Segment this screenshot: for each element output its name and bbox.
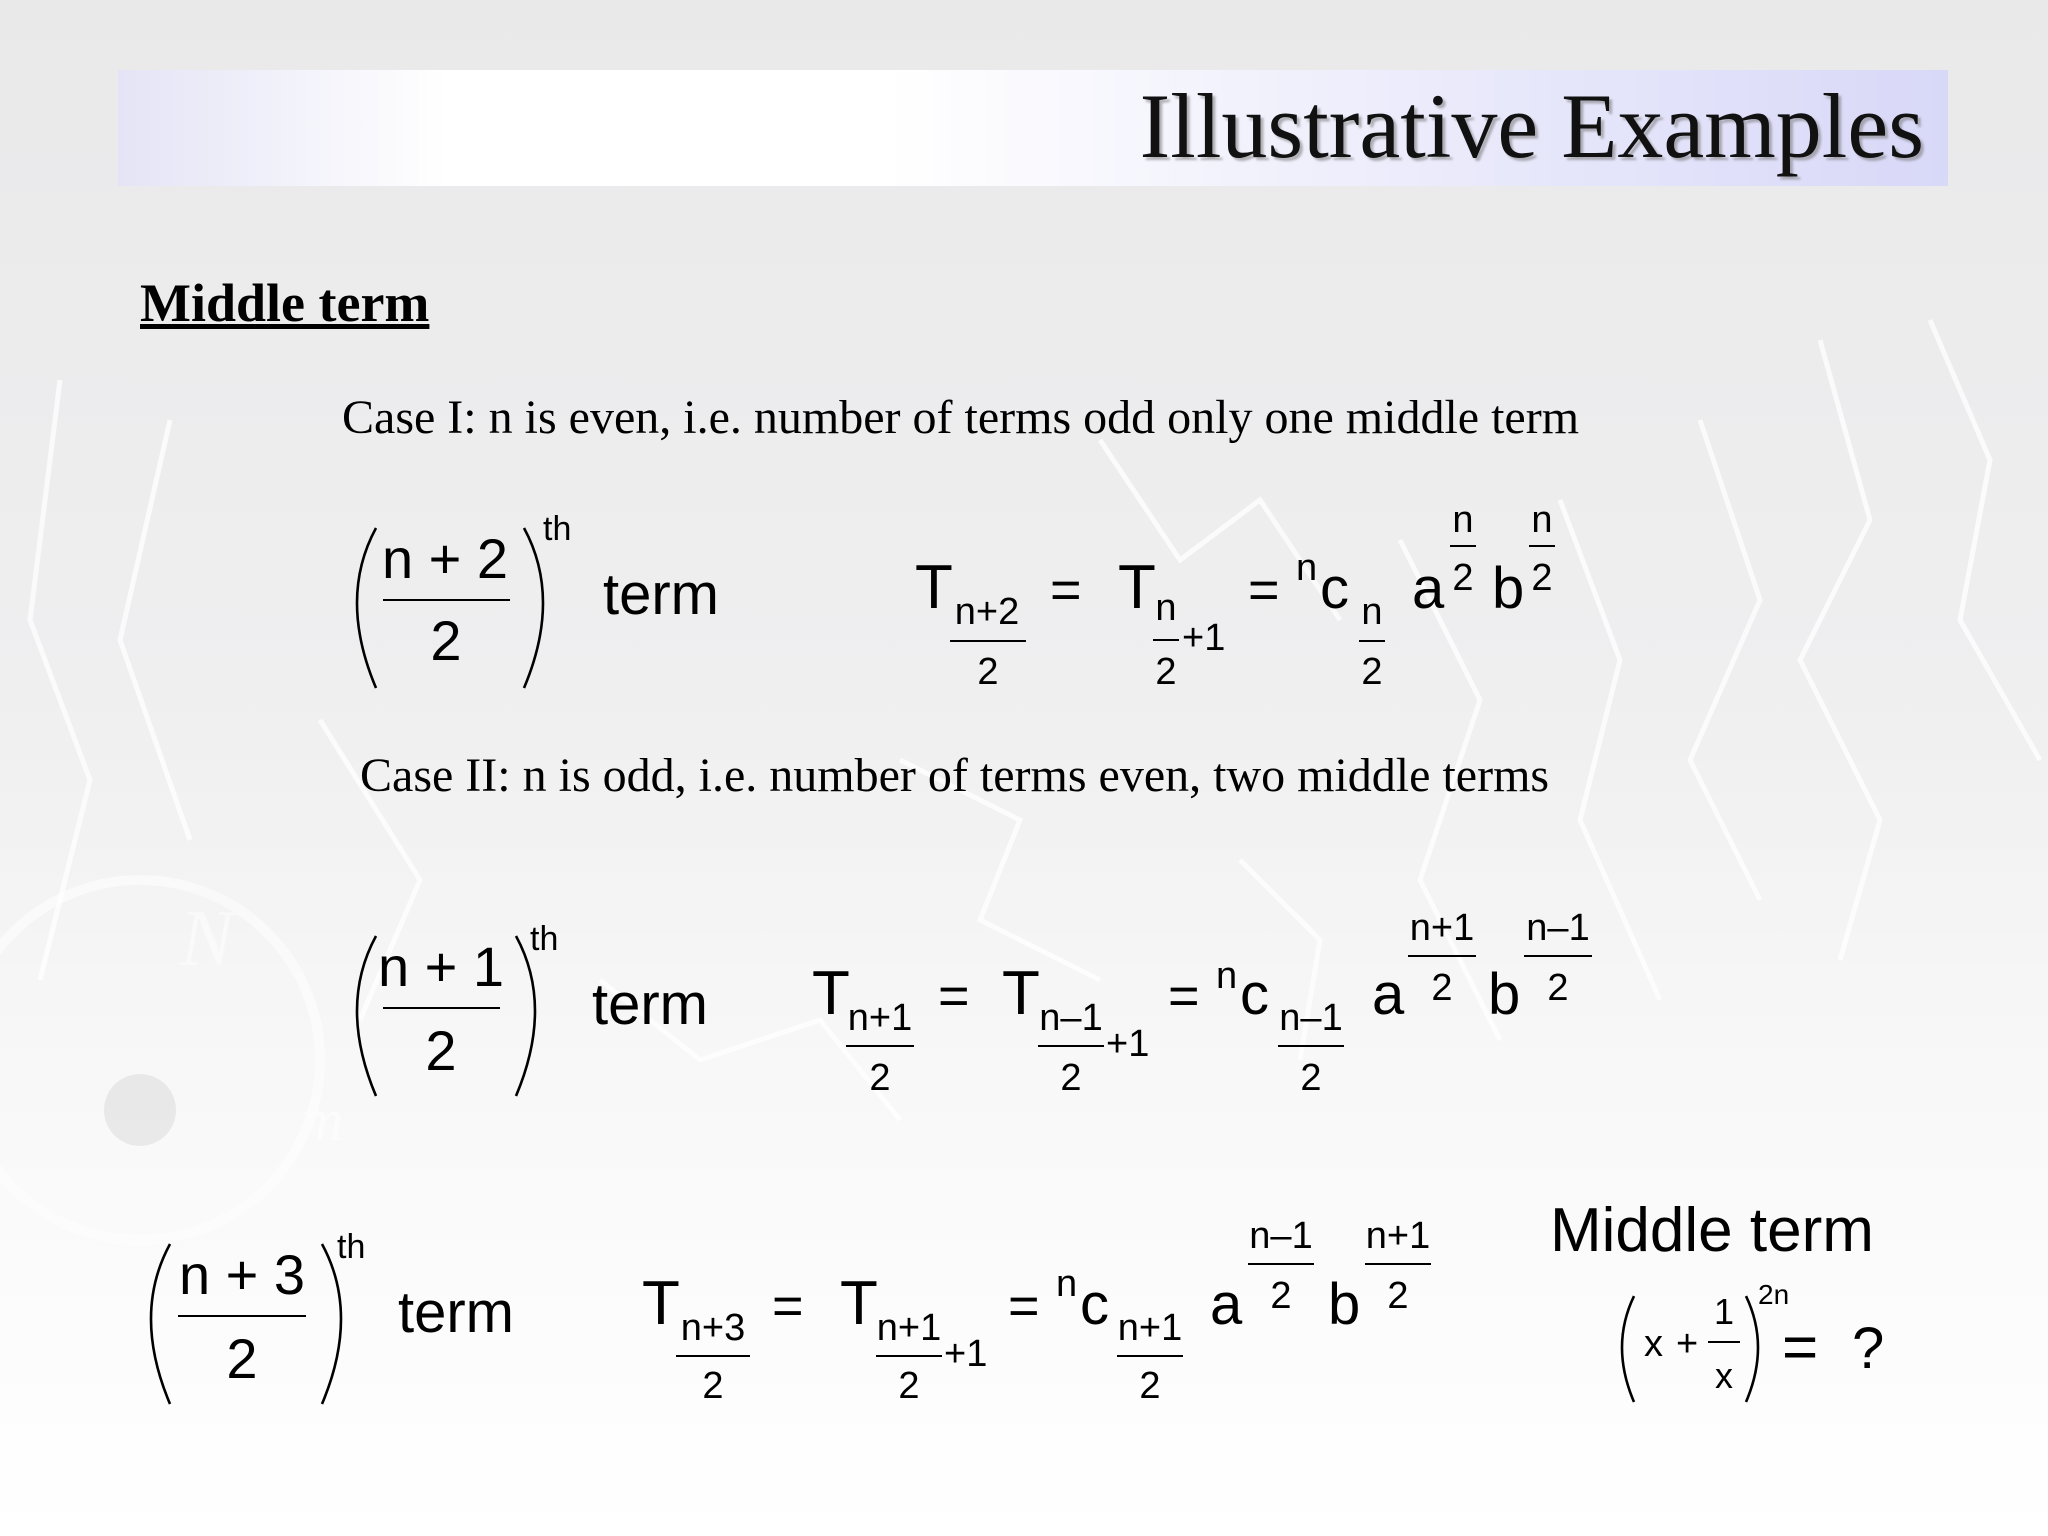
subscript-denominator: 2 — [702, 1365, 724, 1407]
subscript-numerator: n — [1155, 587, 1177, 629]
subscript-denominator: 2 — [869, 1057, 891, 1099]
equals-sign: = — [1248, 560, 1280, 620]
case-1-text: Case I: n is even, i.e. number of terms odd only one middle term — [342, 391, 1580, 444]
formula-1 — [357, 499, 1555, 693]
term-symbol: T — [915, 553, 953, 622]
question-expression — [1622, 1279, 1884, 1402]
exponent-denominator: 2 — [1270, 1275, 1292, 1317]
subscript-denominator: 2 — [898, 1365, 920, 1407]
subscript-numerator: n+2 — [954, 591, 1020, 633]
subscript-numerator: n+1 — [847, 997, 913, 1039]
exponent-numerator: n–1 — [1526, 907, 1590, 949]
equals-sign: = — [938, 966, 970, 1026]
subscript-denominator: 2 — [1139, 1365, 1161, 1407]
fraction-denominator: x — [1715, 1355, 1733, 1396]
question-label: Middle term — [1550, 1196, 1874, 1265]
subscript-numerator: n–1 — [1279, 997, 1343, 1039]
subscript-denominator: 2 — [1155, 651, 1177, 693]
equals-sign: = — [1782, 1313, 1819, 1382]
variable-a: a — [1372, 962, 1405, 1027]
exponent-denominator: 2 — [1547, 967, 1569, 1009]
variable-b: b — [1488, 962, 1521, 1027]
formula-3 — [151, 1215, 1431, 1407]
formula-2 — [357, 907, 1592, 1099]
question-mark: ? — [1852, 1316, 1885, 1381]
term-word: term — [398, 1280, 514, 1345]
combination-superscript: n — [1296, 547, 1318, 589]
subscript-denominator: 2 — [1060, 1057, 1082, 1099]
left-paren — [151, 1244, 170, 1404]
subscript-denominator: 2 — [1300, 1057, 1322, 1099]
right-paren — [1746, 1296, 1758, 1402]
svg-text:N: N — [180, 895, 234, 983]
variable-a: a — [1210, 1272, 1243, 1337]
right-paren — [524, 528, 543, 688]
equals-sign: = — [1008, 1276, 1040, 1336]
variable-b: b — [1492, 556, 1525, 621]
slide-title: Illustrative Examples — [1139, 75, 1924, 177]
subscript-numerator: n+3 — [680, 1307, 746, 1349]
subscript-numerator: n+1 — [1117, 1307, 1183, 1349]
term-symbol: T — [1002, 959, 1040, 1028]
exponent-denominator: 2 — [1531, 557, 1553, 599]
variable-b: b — [1328, 1272, 1361, 1337]
fraction-denominator: 2 — [425, 1019, 457, 1082]
fraction-numerator: 1 — [1713, 1291, 1735, 1332]
ordinal-suffix: th — [543, 510, 572, 548]
variable-x: x — [1644, 1323, 1663, 1365]
subscript-plus-one: +1 — [1182, 617, 1226, 659]
equals-sign: = — [1168, 966, 1200, 1026]
left-paren — [1622, 1296, 1634, 1402]
exponent-numerator: n — [1452, 499, 1474, 541]
exponent-denominator: 2 — [1452, 557, 1474, 599]
ordinal-suffix: th — [337, 1228, 366, 1266]
exponent-numerator: n–1 — [1249, 1215, 1313, 1257]
subscript-plus-one: +1 — [1106, 1023, 1150, 1065]
exponent-numerator: n — [1531, 499, 1553, 541]
variable-a: a — [1412, 556, 1445, 621]
right-paren — [516, 936, 535, 1096]
left-paren — [357, 528, 376, 688]
right-paren — [322, 1244, 341, 1404]
combination-symbol: c — [1240, 962, 1269, 1027]
fraction-numerator: n + 2 — [381, 527, 509, 590]
term-symbol: T — [840, 1269, 878, 1338]
combination-superscript: n — [1216, 955, 1238, 997]
svg-text:m: m — [300, 1087, 344, 1153]
fraction-denominator: 2 — [430, 609, 462, 672]
exponent-denominator: 2 — [1431, 967, 1453, 1009]
subscript-numerator: n — [1361, 591, 1383, 633]
combination-symbol: c — [1080, 1272, 1109, 1337]
subscript-denominator: 2 — [977, 651, 999, 693]
term-symbol: T — [812, 959, 850, 1028]
ordinal-suffix: th — [530, 920, 559, 958]
subscript-numerator: n–1 — [1039, 997, 1103, 1039]
subscript-numerator: n+1 — [876, 1307, 942, 1349]
equals-sign: = — [1050, 560, 1082, 620]
combination-symbol: c — [1320, 556, 1349, 621]
exponent-numerator: n+1 — [1409, 907, 1475, 949]
term-word: term — [603, 562, 719, 627]
subscript-denominator: 2 — [1361, 651, 1383, 693]
fraction-numerator: n + 3 — [178, 1243, 306, 1306]
case-2-text: Case II: n is odd, i.e. number of terms even, two middle terms — [360, 749, 1550, 802]
exponent-numerator: n+1 — [1365, 1215, 1431, 1257]
middle-term-heading: Middle term — [140, 273, 430, 333]
term-symbol: T — [1118, 553, 1156, 622]
power-exponent: 2n — [1758, 1279, 1790, 1310]
left-paren — [357, 936, 376, 1096]
combination-superscript: n — [1056, 1263, 1078, 1305]
fraction-denominator: 2 — [226, 1327, 258, 1390]
exponent-denominator: 2 — [1387, 1275, 1409, 1317]
term-word: term — [592, 972, 708, 1037]
term-symbol: T — [642, 1269, 680, 1338]
equals-sign: = — [772, 1276, 804, 1336]
plus-sign: + — [1676, 1323, 1699, 1365]
subscript-plus-one: +1 — [944, 1333, 988, 1375]
fraction-numerator: n + 1 — [377, 935, 505, 998]
